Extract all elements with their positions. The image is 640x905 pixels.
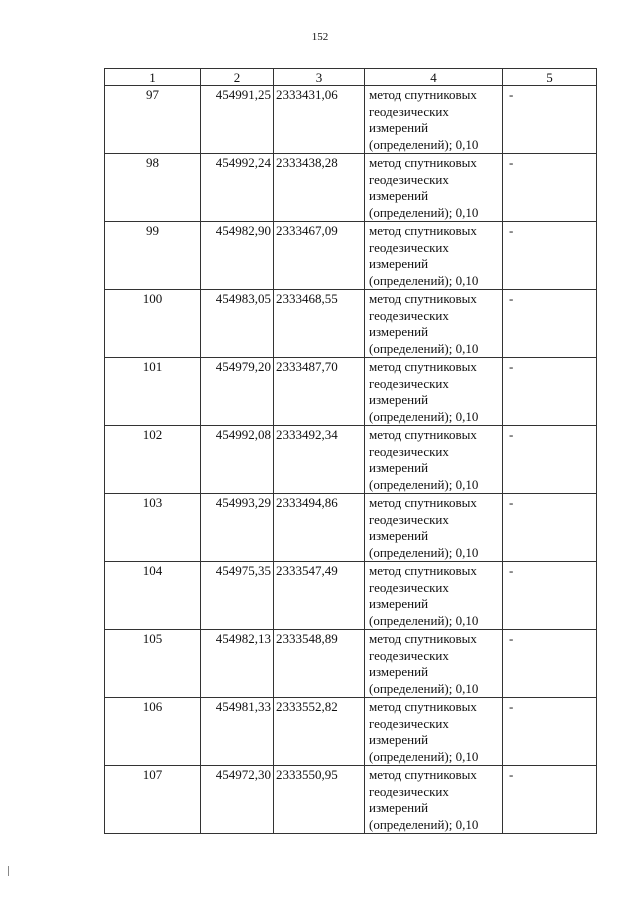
table-body	[105, 86, 597, 834]
note-cell: -	[503, 426, 597, 494]
note-cell: -	[503, 154, 597, 222]
method-text-line: метод спутниковых	[369, 359, 477, 374]
method-cell	[365, 222, 503, 290]
method-text-line: (определений); 0,10	[369, 272, 479, 288]
method-cell	[365, 562, 503, 630]
table-row	[105, 766, 597, 834]
method-text-line: геодезических	[369, 375, 449, 391]
method-text-line: метод спутниковых	[369, 563, 477, 578]
column-header-5: 5	[503, 69, 597, 86]
column-header-4: 4	[365, 69, 503, 86]
point-number-cell: 101	[105, 358, 201, 426]
y-coordinate-cell: 2333487,70	[274, 358, 365, 426]
method-text-line: геодезических	[369, 783, 449, 799]
method-text-line: геодезических	[369, 171, 449, 187]
note-cell: -	[503, 358, 597, 426]
point-number-cell: 97	[105, 86, 201, 154]
y-coordinate-cell: 2333552,82	[274, 698, 365, 766]
column-header-1: 1	[105, 69, 201, 86]
table-row	[105, 562, 597, 630]
point-number-cell: 105	[105, 630, 201, 698]
method-text-line: геодезических	[369, 647, 449, 663]
method-text-line: (определений); 0,10	[369, 748, 479, 764]
method-cell	[365, 426, 503, 494]
table-header-row	[105, 69, 597, 86]
point-number-cell: 99	[105, 222, 201, 290]
table-row	[105, 86, 597, 154]
table-row	[105, 358, 597, 426]
table-row	[105, 154, 597, 222]
method-text-line: измерений	[369, 188, 429, 203]
column-header-3: 3	[274, 69, 365, 86]
x-coordinate-cell: 454975,35	[201, 562, 274, 630]
x-coordinate-cell: 454982,90	[201, 222, 274, 290]
method-text-line: геодезических	[369, 307, 449, 323]
note-cell: -	[503, 698, 597, 766]
y-coordinate-cell: 2333467,09	[274, 222, 365, 290]
method-text-line: (определений); 0,10	[369, 544, 479, 560]
note-cell: -	[503, 562, 597, 630]
method-cell	[365, 154, 503, 222]
point-number-cell: 107	[105, 766, 201, 834]
method-text-line: метод спутниковых	[369, 495, 477, 510]
point-number-cell: 106	[105, 698, 201, 766]
note-cell: -	[503, 222, 597, 290]
method-cell	[365, 358, 503, 426]
note-cell: -	[503, 766, 597, 834]
method-text-line: метод спутниковых	[369, 223, 477, 238]
method-text-line: метод спутниковых	[369, 767, 477, 782]
note-cell: -	[503, 290, 597, 358]
x-coordinate-cell: 454979,20	[201, 358, 274, 426]
method-text-line: измерений	[369, 732, 429, 747]
method-text-line: метод спутниковых	[369, 631, 477, 646]
method-text-line: (определений); 0,10	[369, 612, 479, 628]
point-number-cell: 102	[105, 426, 201, 494]
y-coordinate-cell: 2333438,28	[274, 154, 365, 222]
x-coordinate-cell: 454983,05	[201, 290, 274, 358]
method-text-line: метод спутниковых	[369, 291, 477, 306]
method-text-line: геодезических	[369, 511, 449, 527]
x-coordinate-cell: 454982,13	[201, 630, 274, 698]
method-text-line: метод спутниковых	[369, 87, 477, 102]
table-row	[105, 494, 597, 562]
x-coordinate-cell: 454972,30	[201, 766, 274, 834]
method-text-line: измерений	[369, 324, 429, 339]
y-coordinate-cell: 2333550,95	[274, 766, 365, 834]
point-number-cell: 103	[105, 494, 201, 562]
method-cell	[365, 698, 503, 766]
note-cell: -	[503, 86, 597, 154]
method-cell	[365, 766, 503, 834]
method-text-line: (определений); 0,10	[369, 204, 479, 220]
y-coordinate-cell: 2333492,34	[274, 426, 365, 494]
table-row	[105, 426, 597, 494]
method-text-line: (определений); 0,10	[369, 340, 479, 356]
table-row	[105, 630, 597, 698]
margin-mark	[8, 866, 9, 876]
method-text-line: измерений	[369, 392, 429, 407]
method-text-line: геодезических	[369, 443, 449, 459]
y-coordinate-cell: 2333547,49	[274, 562, 365, 630]
y-coordinate-cell: 2333494,86	[274, 494, 365, 562]
method-text-line: (определений); 0,10	[369, 136, 479, 152]
method-text-line: (определений); 0,10	[369, 816, 479, 832]
method-text-line: измерений	[369, 664, 429, 679]
coordinates-table	[104, 68, 597, 834]
x-coordinate-cell: 454992,24	[201, 154, 274, 222]
method-text-line: (определений); 0,10	[369, 680, 479, 696]
x-coordinate-cell: 454993,29	[201, 494, 274, 562]
x-coordinate-cell: 454981,33	[201, 698, 274, 766]
method-text-line: измерений	[369, 800, 429, 815]
note-cell: -	[503, 494, 597, 562]
y-coordinate-cell: 2333548,89	[274, 630, 365, 698]
method-text-line: измерений	[369, 256, 429, 271]
method-text-line: измерений	[369, 460, 429, 475]
method-cell	[365, 86, 503, 154]
method-text-line: геодезических	[369, 579, 449, 595]
method-cell	[365, 494, 503, 562]
method-cell	[365, 290, 503, 358]
note-cell: -	[503, 630, 597, 698]
table-row	[105, 290, 597, 358]
x-coordinate-cell: 454992,08	[201, 426, 274, 494]
table-row	[105, 222, 597, 290]
method-text-line: (определений); 0,10	[369, 408, 479, 424]
method-text-line: измерений	[369, 120, 429, 135]
method-text-line: измерений	[369, 596, 429, 611]
method-text-line: геодезических	[369, 239, 449, 255]
y-coordinate-cell: 2333431,06	[274, 86, 365, 154]
point-number-cell: 100	[105, 290, 201, 358]
method-text-line: метод спутниковых	[369, 155, 477, 170]
method-text-line: геодезических	[369, 103, 449, 119]
method-text-line: метод спутниковых	[369, 699, 477, 714]
method-text-line: (определений); 0,10	[369, 476, 479, 492]
table-row	[105, 698, 597, 766]
page-number: 152	[311, 31, 329, 43]
column-header-2: 2	[201, 69, 274, 86]
method-text-line: геодезических	[369, 715, 449, 731]
point-number-cell: 104	[105, 562, 201, 630]
point-number-cell: 98	[105, 154, 201, 222]
method-text-line: измерений	[369, 528, 429, 543]
method-cell	[365, 630, 503, 698]
x-coordinate-cell: 454991,25	[201, 86, 274, 154]
y-coordinate-cell: 2333468,55	[274, 290, 365, 358]
method-text-line: метод спутниковых	[369, 427, 477, 442]
